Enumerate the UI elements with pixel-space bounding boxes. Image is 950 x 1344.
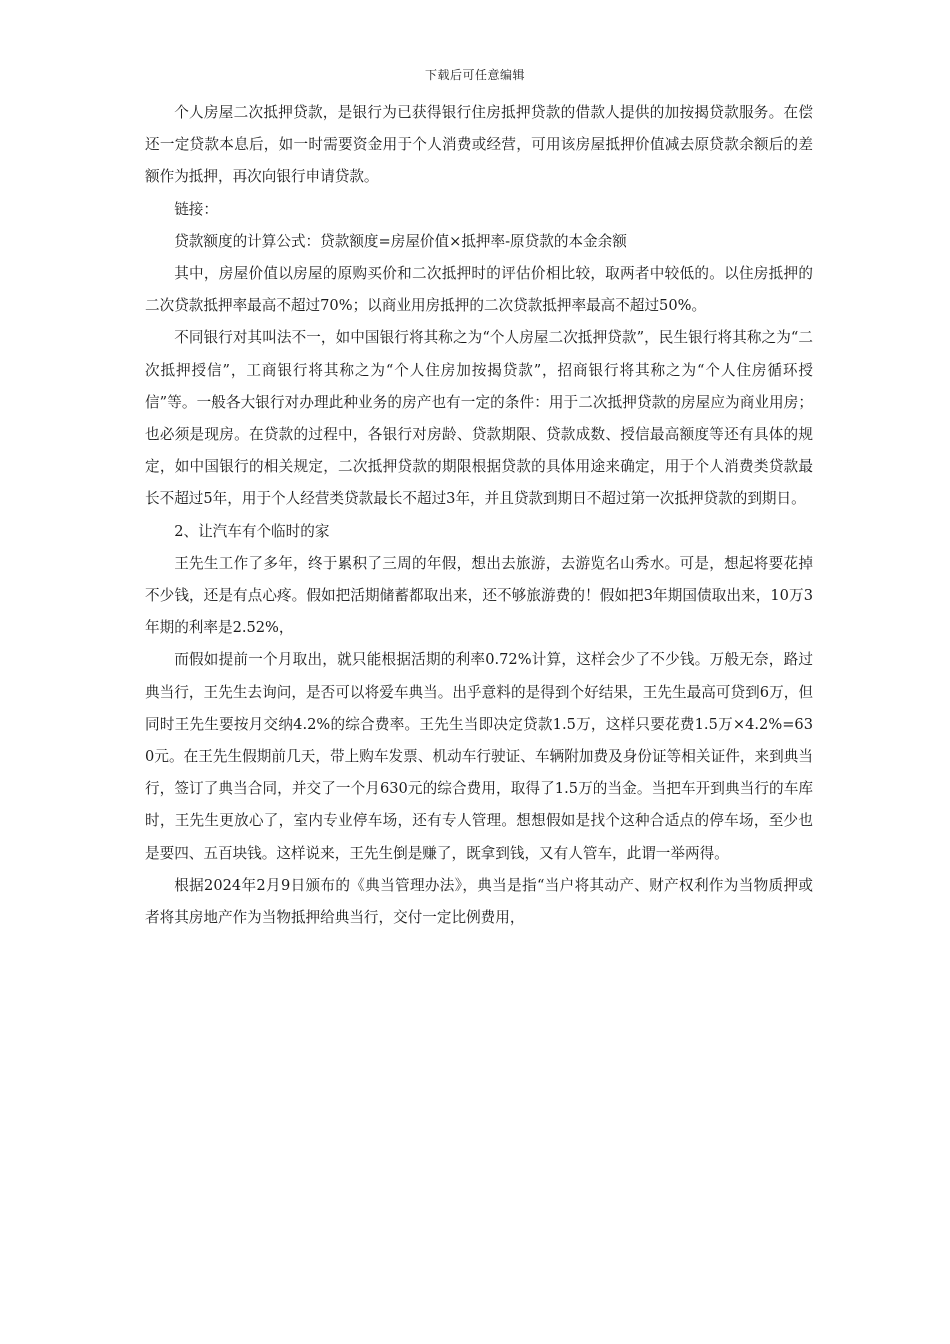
document-body [145, 97, 813, 934]
paragraph-story-1: 王先生工作了多年，终于累积了三周的年假，想出去旅游，去游览名山秀水。可是，想起将要花掉不少钱，还是有点心疼。假如把活期储蓄都取出来，还不够旅游费的！假如把3年期国债取出来，10万3年期的利率是2.52%， [145, 554, 813, 637]
paragraph-link-label: 链接： [174, 200, 218, 218]
paragraph-regulation: 根据2024年2月9日颁布的《典当管理办法》，典当是指“当户将其动产、财产权利作为当物质押或者将其房地产作为当物抵押给典当行，交付一定比例费用， [145, 876, 813, 927]
paragraph-story-2: 而假如提前一个月取出，就只能根据活期的利率0.72%计算，这样会少了不少钱。万般无奈，路过典当行，王先生去询问，是否可以将爱车典当。出乎意料的是得到个好结果，王先生最高可贷到6万，但同时王先生要按月交纳4.2%的综合费率。王先生当即决定贷款1.5万，这样只要花费1.5万×4.2%=630元。在王先生假期前几天，带上购车发票、机动车行驶证、车辆附加费及身份证等相关证件，来到典当行，签订了典当合同，并交了一个月630元的综合费用，取得了1.5万的当金。当把车开到典当行的车库时，王先生更放心了，室内专业停车场，还有专人管理。想想假如是找个这种合适点的停车场，至少也是要四、五百块钱。这样说来，王先生倒是赚了，既拿到钱，又有人管车，此谓一举两得。 [145, 651, 813, 862]
paragraph-bank-names: 不同银行对其叫法不一，如中国银行将其称之为“个人房屋二次抵押贷款”，民生银行将其称之为“二次抵押授信”，工商银行将其称之为“个人住房加按揭贷款”，招商银行将其称之为“个人住房循环授信”等。一般各大银行对办理此种业务的房产也有一定的条件：用于二次抵押贷款的房屋应为商业用房；也必须是现房。在贷款的过程中，各银行对房龄、贷款期限、贷款成数、授信最高额度等还有具体的规定，如中国银行的相关规定，二次抵押贷款的期限根据贷款的具体用途来确定，用于个人消费类贷款最长不超过5年，用于个人经营类贷款最长不超过3年，并且贷款到期日不超过第一次抵押贷款的到期日。 [145, 329, 813, 508]
paragraph-formula: 贷款额度的计算公式：贷款额度=房屋价值×抵押率-原贷款的本金余额 [174, 232, 627, 250]
section-heading-car: 2、让汽车有个临时的家 [174, 522, 330, 540]
paragraph-intro: 个人房屋二次抵押贷款，是银行为已获得银行住房抵押贷款的借款人提供的加按揭贷款服务。在偿还一定贷款本息后，如一时需要资金用于个人消费或经营，可用该房屋抵押价值减去原贷款余额后的差额作为抵押，再次向银行申请贷款。 [145, 104, 813, 186]
page-header: 下载后可任意编辑 [424, 68, 525, 82]
paragraph-valuation: 其中，房屋价值以房屋的原购买价和二次抵押时的评估价相比较，取两者中较低的。以住房抵押的二次贷款抵押率最高不超过70%；以商业用房抵押的二次贷款抵押率最高不超过50%。 [145, 265, 813, 315]
